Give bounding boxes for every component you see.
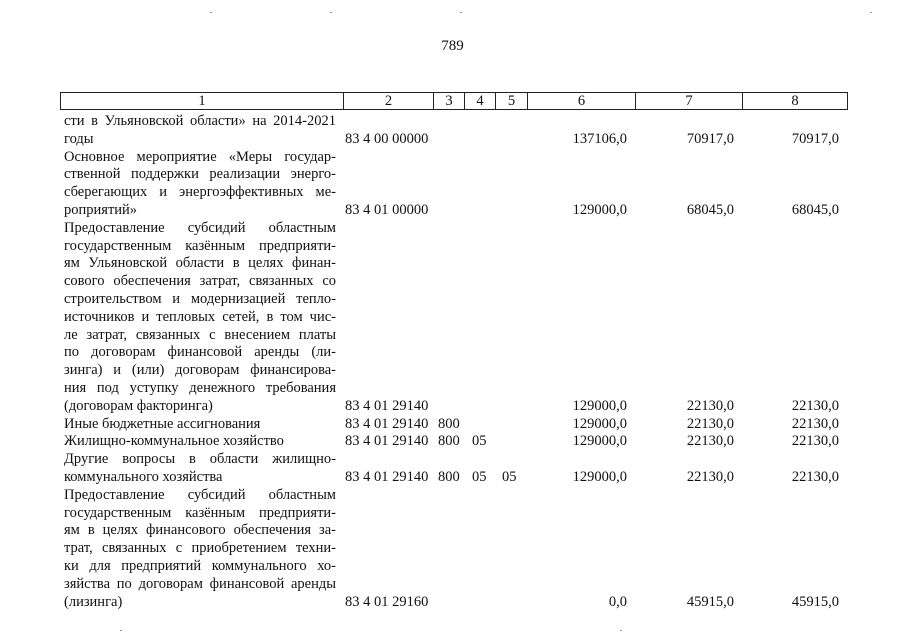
row-description: сти в Ульяновской области» на 2014-2021 bbox=[64, 113, 336, 129]
row-value-7: 22130,0 bbox=[686, 433, 734, 450]
row-description: Предоставление субсидий областным bbox=[64, 486, 336, 503]
row-description: Жилищно-коммунальное хозяйство bbox=[64, 433, 284, 450]
column-header-5: 5 bbox=[496, 93, 528, 110]
table-row-line bbox=[0, 433, 905, 450]
table-row-line bbox=[0, 505, 905, 522]
row-code: 83 4 01 00000 bbox=[345, 202, 429, 218]
row-value-6: 0,0 bbox=[608, 593, 627, 610]
table-row-line bbox=[0, 255, 905, 272]
row-description: ния под уступку денежного требования bbox=[64, 380, 336, 396]
row-value-7: 22130,0 bbox=[686, 469, 734, 485]
row-description: сового обеспечения затрат, связанных со bbox=[64, 273, 336, 290]
row-description: коммунального хозяйства bbox=[64, 469, 223, 485]
row-value-6: 129000,0 bbox=[572, 433, 627, 450]
row-description: Основное мероприятие «Меры государ- bbox=[64, 148, 336, 165]
scan-speck bbox=[460, 12, 462, 13]
row-description: роприятий» bbox=[64, 202, 138, 218]
row-value-8: 22130,0 bbox=[791, 433, 839, 450]
page-number: 789 bbox=[441, 38, 464, 54]
row-description: (лизинга) bbox=[64, 593, 123, 610]
scan-speck bbox=[620, 630, 622, 631]
table-row-line bbox=[0, 149, 905, 166]
row-description: государственным казённым предприяти- bbox=[64, 237, 336, 254]
column-header-table bbox=[60, 92, 848, 110]
scan-speck bbox=[120, 630, 122, 631]
row-value-8: 70917,0 bbox=[791, 130, 839, 147]
row-code: 83 4 00 00000 bbox=[345, 130, 429, 147]
row-col3: 800 bbox=[438, 415, 460, 432]
table-row-line bbox=[0, 184, 905, 201]
row-description: Иные бюджетные ассигнования bbox=[64, 415, 261, 432]
row-description: зинга) и (или) договорам финансирова- bbox=[64, 362, 336, 379]
column-header-8: 8 bbox=[743, 93, 848, 110]
row-description: зяйства по договорам финансовой аренды bbox=[64, 575, 336, 592]
column-header-4: 4 bbox=[465, 93, 496, 110]
table-row-line bbox=[0, 416, 905, 433]
row-description: строительством и модернизацией тепло- bbox=[64, 291, 336, 307]
row-code: 83 4 01 29140 bbox=[345, 433, 429, 450]
row-description: ки для предприятий коммунального хо- bbox=[64, 558, 336, 574]
row-value-7: 68045,0 bbox=[686, 202, 734, 218]
scan-speck bbox=[210, 12, 212, 13]
scan-speck bbox=[870, 12, 872, 13]
row-col3: 800 bbox=[438, 469, 460, 485]
table-row-line bbox=[0, 558, 905, 575]
column-header-2: 2 bbox=[344, 93, 434, 110]
row-code: 83 4 01 29140 bbox=[345, 397, 429, 414]
table-row-line bbox=[0, 113, 905, 130]
row-value-8: 22130,0 bbox=[791, 415, 839, 432]
row-value-7: 22130,0 bbox=[686, 397, 734, 414]
column-header-7: 7 bbox=[636, 93, 743, 110]
column-header-6: 6 bbox=[528, 93, 636, 110]
scan-speck bbox=[330, 12, 332, 13]
row-description: годы bbox=[64, 130, 94, 147]
table-row-line bbox=[0, 327, 905, 344]
table-row-line bbox=[0, 273, 905, 290]
table-row-line bbox=[0, 540, 905, 557]
table-row-line bbox=[0, 380, 905, 397]
row-value-8: 68045,0 bbox=[791, 202, 839, 218]
row-value-7: 22130,0 bbox=[686, 415, 734, 432]
table-row-line bbox=[0, 291, 905, 308]
table-row-line bbox=[0, 451, 905, 468]
row-value-8: 22130,0 bbox=[791, 397, 839, 414]
table-row-line bbox=[0, 344, 905, 361]
row-description: сберегающих и энергоэффективных ме- bbox=[64, 184, 336, 201]
row-code: 83 4 01 29140 bbox=[345, 415, 429, 432]
row-value-6: 129000,0 bbox=[572, 415, 627, 432]
row-description: (договорам факторинга) bbox=[64, 397, 213, 414]
table-row-line bbox=[0, 594, 905, 611]
table-row-line bbox=[0, 309, 905, 326]
row-description: государственным казённым предприяти- bbox=[64, 504, 336, 521]
row-description: ям в целях финансового обеспечения за- bbox=[64, 522, 336, 539]
row-value-7: 45915,0 bbox=[686, 593, 734, 610]
column-header-3: 3 bbox=[434, 93, 465, 110]
column-header-1: 1 bbox=[61, 93, 344, 110]
row-description: ственной поддержки реализации энерго- bbox=[64, 166, 336, 183]
row-description: Другие вопросы в области жилищно- bbox=[64, 451, 336, 468]
row-code: 83 4 01 29140 bbox=[345, 469, 429, 485]
column-header-row bbox=[61, 93, 848, 110]
row-col4: 05 bbox=[472, 469, 487, 485]
row-col5: 05 bbox=[502, 469, 517, 485]
row-value-6: 129000,0 bbox=[572, 202, 627, 218]
row-value-8: 22130,0 bbox=[791, 469, 839, 485]
table-row-line bbox=[0, 131, 905, 148]
row-col4: 05 bbox=[472, 433, 487, 450]
row-code: 83 4 01 29160 bbox=[345, 593, 429, 610]
row-description: ям Ульяновской области в целях финан- bbox=[64, 255, 336, 272]
table-row-line bbox=[0, 576, 905, 593]
table-row-line bbox=[0, 220, 905, 237]
table-row-line bbox=[0, 362, 905, 379]
table-row-line bbox=[0, 469, 905, 486]
row-description: трат, связанных с приобретением техни- bbox=[64, 540, 336, 557]
row-description: ле затрат, связанных с внесением платы bbox=[64, 326, 336, 343]
row-value-6: 137106,0 bbox=[572, 130, 627, 147]
table-row-line bbox=[0, 166, 905, 183]
table-row-line bbox=[0, 522, 905, 539]
table-row-line bbox=[0, 487, 905, 504]
table-row-line bbox=[0, 202, 905, 219]
row-value-6: 129000,0 bbox=[572, 469, 627, 485]
row-value-6: 129000,0 bbox=[572, 397, 627, 414]
row-value-7: 70917,0 bbox=[686, 130, 734, 147]
row-description: Предоставление субсидий областным bbox=[64, 219, 336, 236]
row-description: по договорам финансовой аренды (ли- bbox=[64, 344, 336, 361]
row-value-8: 45915,0 bbox=[791, 593, 839, 610]
table-row-line bbox=[0, 238, 905, 255]
row-col3: 800 bbox=[438, 433, 460, 450]
row-description: источников и тепловых сетей, в том чис- bbox=[64, 308, 336, 325]
table-row-line bbox=[0, 398, 905, 415]
